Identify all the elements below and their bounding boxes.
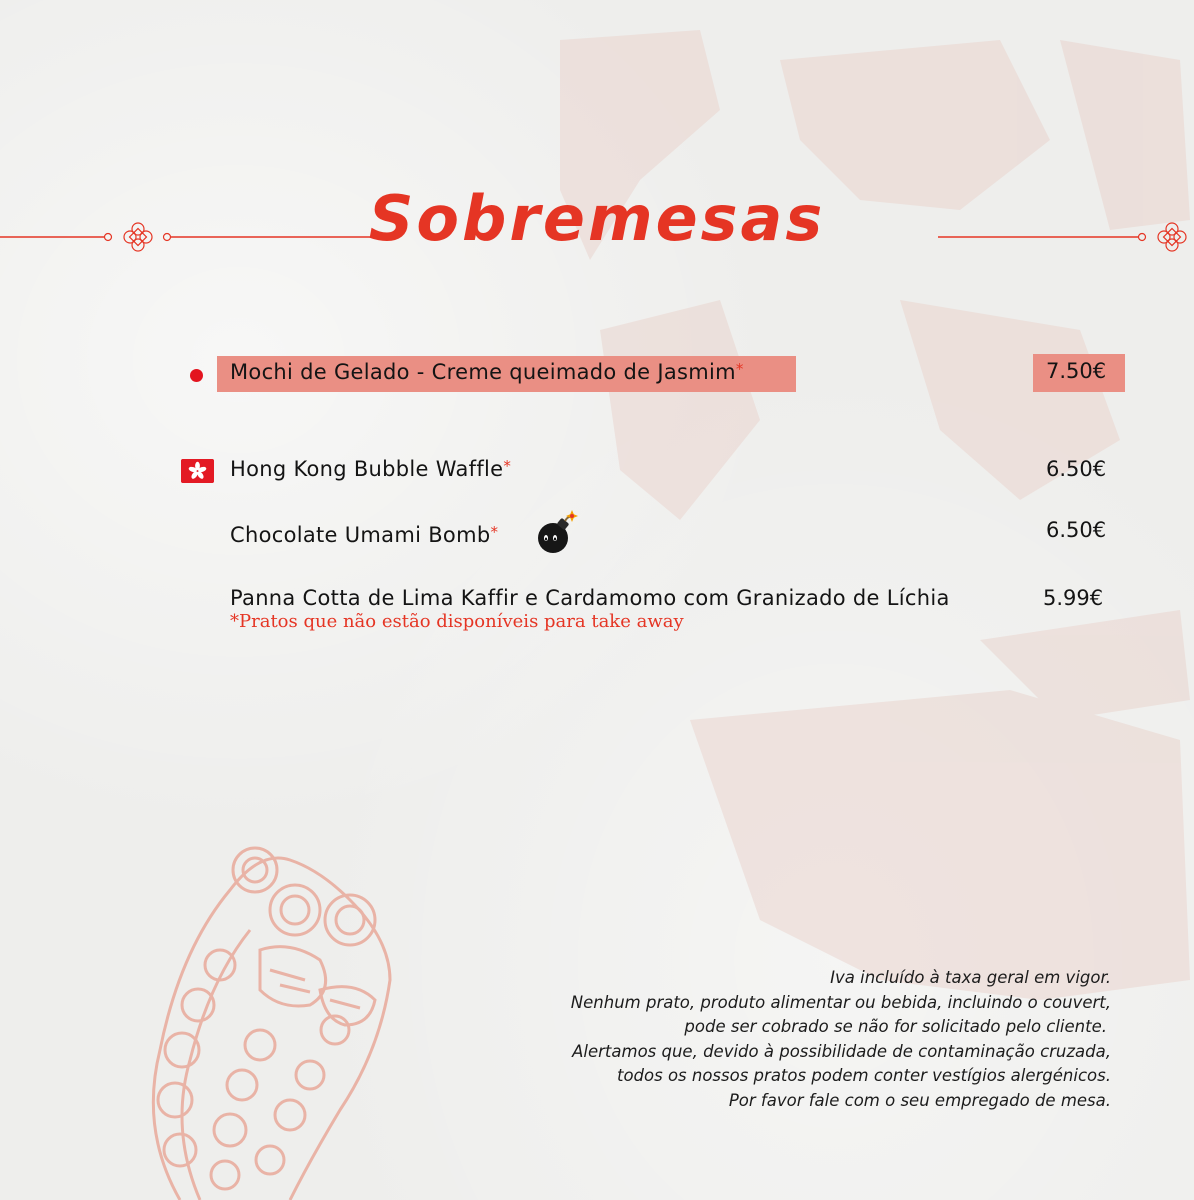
disclaimer-line: pode ser cobrado se não for solicitado pelo cliente. bbox=[684, 1017, 1107, 1036]
disclaimer-line: Alertamos que, devido à possibilidade de contaminação cruzada, bbox=[572, 1041, 1111, 1061]
disclaimer-line: Nenhum prato, produto alimentar ou bebida, incluindo o couvert, bbox=[570, 992, 1111, 1012]
title-divider-right bbox=[938, 222, 1194, 252]
menu-item-price: 6.50€ bbox=[1046, 518, 1107, 542]
bubble-waffle-illustration bbox=[120, 830, 420, 1200]
disclaimer-line: Iva incluído à taxa geral em vigor. bbox=[830, 968, 1111, 987]
menu-item-name: Panna Cotta de Lima Kaffir e Cardamomo com Granizado de Líchia bbox=[230, 586, 950, 610]
title-divider-left bbox=[0, 222, 380, 252]
disclaimer-line: Por favor fale com o seu empregado de mesa. bbox=[728, 1090, 1111, 1110]
takeaway-marker: * bbox=[735, 360, 744, 378]
menu-item-name: Hong Kong Bubble Waffle* bbox=[230, 457, 512, 481]
menu-item-price: 5.99€ bbox=[1043, 586, 1104, 610]
takeaway-marker: * bbox=[490, 523, 499, 541]
takeaway-note: *Pratos que não estão disponíveis para take away bbox=[230, 611, 684, 632]
bomb-icon bbox=[534, 510, 584, 556]
menu-item-name: Mochi de Gelado - Creme queimado de Jasmim* bbox=[230, 360, 744, 384]
menu-item-name: Chocolate Umami Bomb* bbox=[230, 523, 499, 547]
legal-disclaimer bbox=[571, 966, 1111, 1113]
red-dot-icon bbox=[190, 369, 203, 382]
menu-item-price: 6.50€ bbox=[1046, 457, 1107, 481]
page-title: Sobremesas bbox=[368, 182, 826, 255]
takeaway-marker: * bbox=[503, 457, 512, 475]
hong-kong-flag-icon bbox=[181, 459, 214, 483]
disclaimer-line: todos os nossos pratos podem conter vestígios alergénicos. bbox=[616, 1066, 1111, 1085]
menu-item-price: 7.50€ bbox=[1046, 359, 1107, 383]
